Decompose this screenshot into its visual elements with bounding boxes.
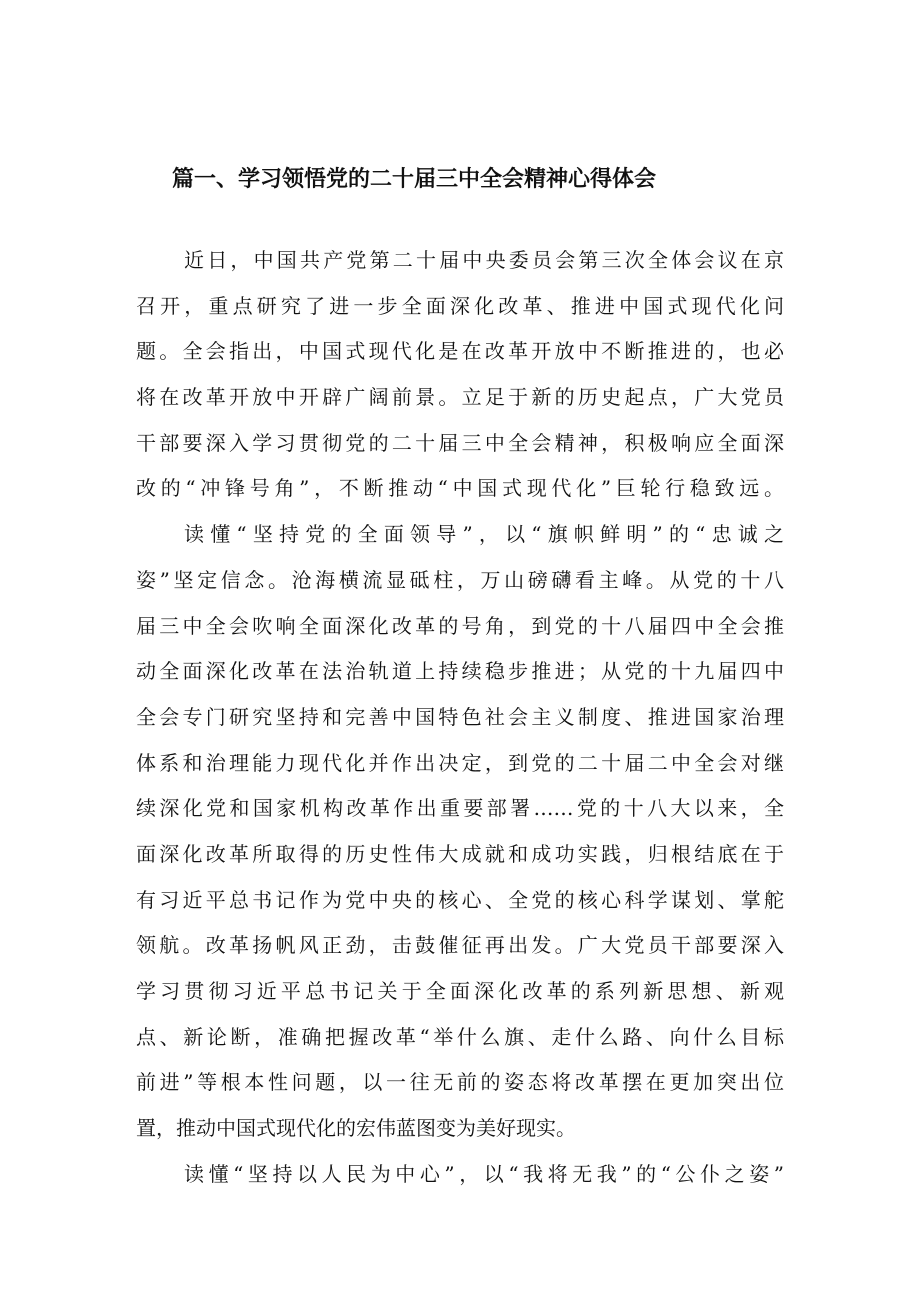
paragraph-line: 姿”坚定信念。沧海横流显砥柱，万山磅礴看主峰。从党的十八 — [136, 567, 784, 592]
paragraph-line: 读懂“坚持以人民为中心”，以“我将无我”的“公仆之姿” — [184, 1161, 784, 1186]
paragraph-line: 将在改革开放中开辟广阔前景。立足于新的历史起点，广大党员 — [136, 385, 784, 410]
document-body — [136, 238, 784, 1197]
paragraph-line: 召开，重点研究了进一步全面深化改革、推进中国式现代化问 — [136, 293, 784, 318]
paragraph-line: 动全面深化改革在法治轨道上持续稳步推进；从党的十九届四中 — [136, 659, 784, 684]
paragraph-line: 领航。改革扬帆风正劲，击鼓催征再出发。广大党员干部要深入 — [136, 933, 784, 958]
paragraph-line: 改的“冲锋号角”，不断推动“中国式现代化”巨轮行稳致远。 — [136, 476, 784, 501]
paragraph-line: 学习贯彻习近平总书记关于全面深化改革的系列新思想、新观 — [136, 979, 784, 1003]
paragraph-line: 读懂“坚持党的全面领导”，以“旗帜鲜明”的“忠诚之 — [184, 522, 784, 547]
paragraph-line: 前进”等根本性问题，以一往无前的姿态将改革摆在更加突出位 — [136, 1070, 784, 1095]
paragraph-line: 干部要深入学习贯彻党的二十届三中全会精神，积极响应全面深 — [136, 430, 784, 455]
paragraph-line: 有习近平总书记作为党中央的核心、全党的核心科学谋划、掌舵 — [136, 887, 784, 912]
paragraph-line: 点、新论断，准确把握改革“举什么旗、走什么路、向什么目标 — [136, 1024, 784, 1049]
paragraph-line: 体系和治理能力现代化并作出决定，到党的二十届二中全会对继 — [136, 750, 784, 775]
paragraph-line: 近日，中国共产党第二十届中央委员会第三次全体会议在京 — [184, 248, 784, 272]
paragraph-line: 置，推动中国式现代化的宏伟蓝图变为美好现实。 — [136, 1116, 576, 1141]
paragraph-line: 全会专门研究坚持和完善中国特色社会主义制度、推进国家治理 — [136, 704, 784, 729]
paragraph-line: 题。全会指出，中国式现代化是在改革开放中不断推进的，也必 — [136, 339, 784, 364]
paragraph-line: 届三中全会吹响全面深化改革的号角，到党的十八届四中全会推 — [136, 613, 784, 638]
paragraph-line: 续深化党和国家机构改革作出重要部署……党的十八大以来，全 — [136, 796, 784, 821]
paragraph-line: 面深化改革所取得的历史性伟大成就和成功实践，归根结底在于 — [136, 841, 784, 866]
document-title: 篇一、学习领悟党的二十届三中全会精神心得体会 — [172, 167, 657, 192]
